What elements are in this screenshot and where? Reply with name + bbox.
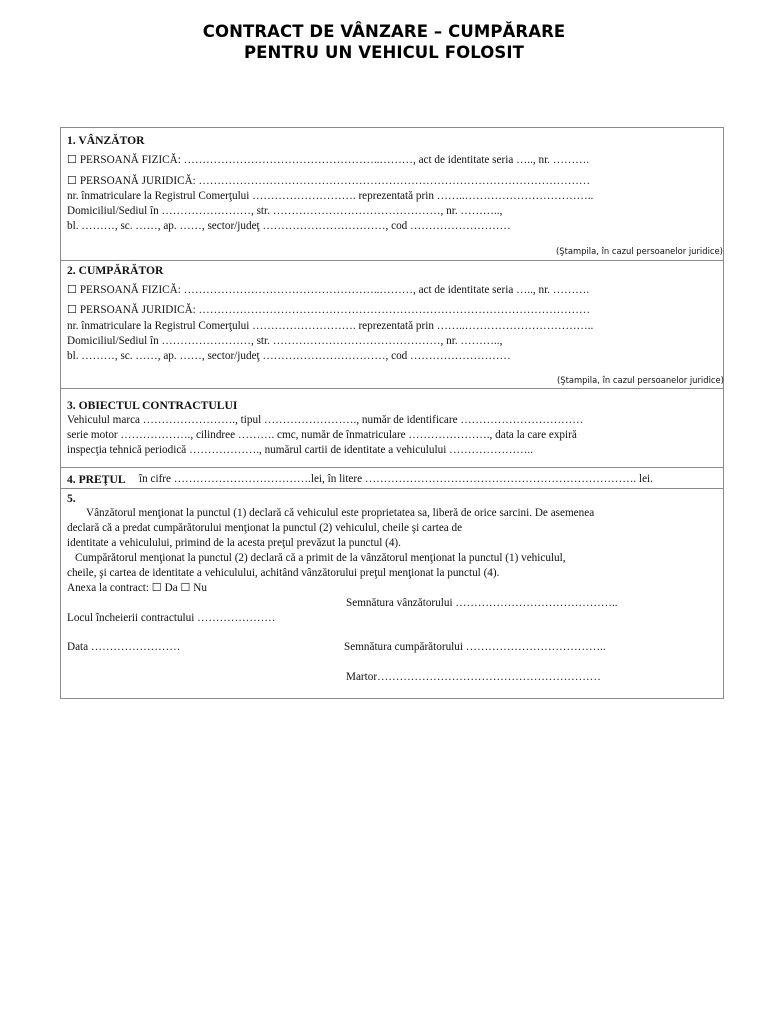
document-title: CONTRACT DE VÂNZARE – CUMPĂRARE <box>202 22 566 41</box>
vehicle-engine-field[interactable]: serie motor ………………., cilindree ………. cmc, număr de înmatriculare …………………., data la care expiră <box>67 429 577 441</box>
seller-registry-field[interactable]: nr. înmatriculare la Registrul Comerţului ………………………. reprezentată prin ……..…………………………….. <box>67 190 594 202</box>
seller-declaration-line: declară că a predat cumpărătorului menţionat la punctul (2) vehiculul, cheile şi cartea de <box>67 522 463 534</box>
clauses-heading: 5. <box>67 492 76 505</box>
price-field[interactable]: în cifre ……………………………….lei, în litere ………………………………………………………………. lei. <box>139 473 653 485</box>
buyer-declaration-line: Cumpărătorul menţionat la punctul (2) declară că a primit de la vânzătorul menţionat la punctul (1) vehiculul, <box>75 552 566 564</box>
section-divider <box>60 488 724 489</box>
price-heading: 4. PREŢUL <box>67 473 126 486</box>
seller-declaration-line: Vânzătorul menţionat la punctul (1) declară că vehiculul este proprietatea sa, liberă de orice sarcini. De asemenea <box>86 507 595 519</box>
section-divider <box>60 388 724 389</box>
contract-place-field[interactable]: Locul încheierii contractului ………………… <box>67 612 276 624</box>
seller-address2-field[interactable]: bl. ………, sc. ……, ap. ……, sector/judeţ ……………………………, cod ……………………… <box>67 220 511 232</box>
section-divider <box>60 467 724 468</box>
vehicle-make-field[interactable]: Vehiculul marca ……………………., tipul ……………………., număr de identificare …………………………… <box>67 414 584 426</box>
seller-heading: 1. VÂNZĂTOR <box>67 134 145 147</box>
contract-date-field[interactable]: Data …………………… <box>67 641 181 653</box>
seller-address-field[interactable]: Domiciliul/Sediul în ……………………, str. ………………………………………, nr. ……….., <box>67 205 503 217</box>
buyer-person-field[interactable]: ☐ PERSOANĂ FIZICĂ: ……………………………………………..………, act de identitate seria ….., nr. ………. <box>67 284 590 296</box>
buyer-address-field[interactable]: Domiciliul/Sediul în ……………………, str. ………………………………………, nr. ……….., <box>67 335 503 347</box>
buyer-heading: 2. CUMPĂRĂTOR <box>67 264 164 277</box>
buyer-signature-field[interactable]: Semnătura cumpărătorului ……………………………….. <box>344 641 606 653</box>
vehicle-inspection-field[interactable]: inspecţia tehnică periodică ………………., numărul cartii de identitate a vehiculului ………………….. <box>67 444 534 456</box>
section-divider <box>60 260 724 261</box>
document-subtitle: PENTRU UN VEHICUL FOLOSIT <box>243 43 524 62</box>
witness-signature-field[interactable]: Martor…………………………………………………… <box>346 671 601 683</box>
buyer-company-field[interactable]: ☐ PERSOANĂ JURIDICĂ: …………………………………………………………………………………………… <box>67 304 591 316</box>
buyer-address2-field[interactable]: bl. ………, sc. ……, ap. ……, sector/judeţ ……………………………, cod ……………………… <box>67 350 511 362</box>
buyer-registry-field[interactable]: nr. înmatriculare la Registrul Comerţului ………………………. reprezentată prin ……..…………………………….. <box>67 320 594 332</box>
seller-declaration-line: identitate a vehiculului, primind de la acesta preţul prevăzut la punctul (4). <box>67 537 401 549</box>
buyer-declaration-line: cheile, şi cartea de identitate a vehiculului, achitând vânzătorului preţul menţionat la punctul (4). <box>67 567 500 579</box>
seller-signature-field[interactable]: Semnătura vânzătorului …………………………………….. <box>346 597 618 609</box>
object-heading: 3. OBIECTUL CONTRACTULUI <box>67 399 238 412</box>
seller-company-field[interactable]: ☐ PERSOANĂ JURIDICĂ: …………………………………………………………………………………………… <box>67 175 591 187</box>
annex-checkboxes[interactable]: Anexa la contract: ☐ Da ☐ Nu <box>67 582 207 594</box>
buyer-stamp-note: (Ştampila, în cazul persoanelor juridice) <box>557 375 724 385</box>
seller-stamp-note: (Ştampila, în cazul persoanelor juridice) <box>556 246 723 256</box>
seller-person-field[interactable]: ☐ PERSOANĂ FIZICĂ: ……………………………………………..………, act de identitate seria ….., nr. ………. <box>67 154 590 166</box>
